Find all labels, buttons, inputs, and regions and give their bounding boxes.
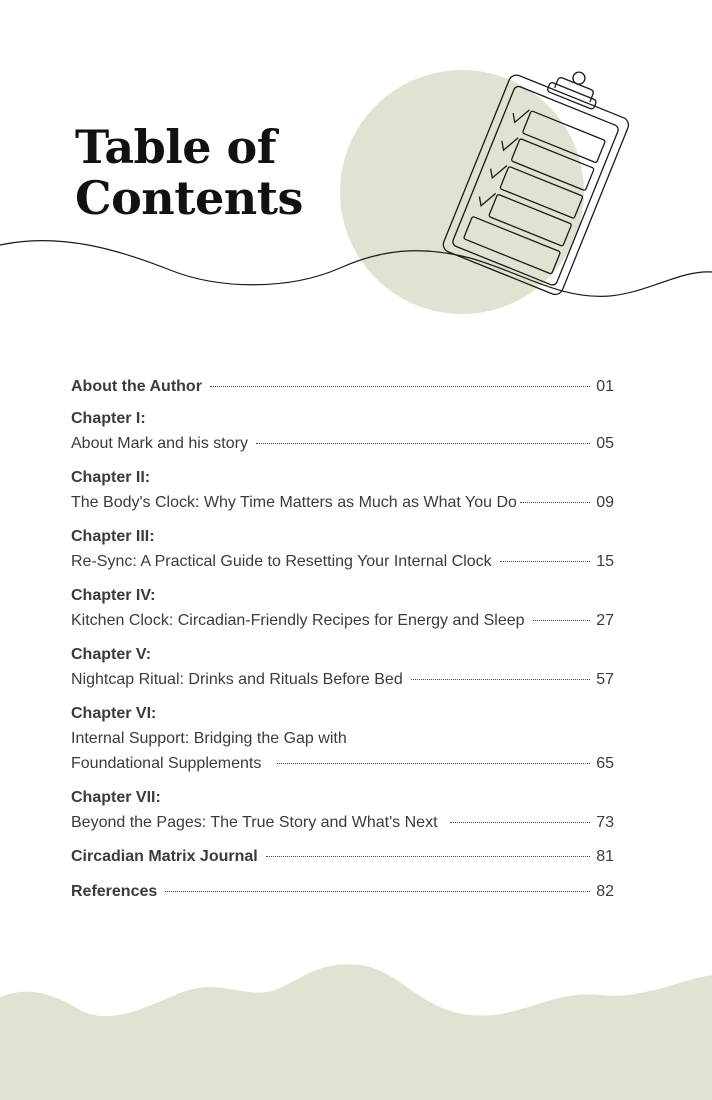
accent-circle xyxy=(340,70,584,314)
toc-row xyxy=(71,844,614,869)
page-number: 73 xyxy=(596,814,614,831)
chapter-label: Chapter I: xyxy=(71,410,146,427)
toc-row xyxy=(71,751,614,776)
chapter-title: Beyond the Pages: The True Story and What's Next xyxy=(71,814,438,831)
dot-leader xyxy=(520,502,590,503)
page-number: 57 xyxy=(596,671,614,688)
toc-entry-chapter-4[interactable] xyxy=(71,583,614,633)
toc-row xyxy=(71,374,614,399)
toc-entry-chapter-1[interactable] xyxy=(71,406,614,456)
toc-entry-chapter-2[interactable] xyxy=(71,465,614,515)
toc-entry-label: References xyxy=(71,883,158,900)
chapter-title: The Body's Clock: Why Time Matters as Much as What You Do xyxy=(71,494,517,511)
chapter-label: Chapter V: xyxy=(71,646,152,663)
dot-leader xyxy=(411,679,590,680)
toc-entry-journal[interactable] xyxy=(71,844,614,869)
page-number: 81 xyxy=(596,848,614,865)
title-line-2: Contents xyxy=(75,171,303,225)
dot-leader xyxy=(165,891,590,892)
toc-row xyxy=(71,490,614,515)
dot-leader xyxy=(500,561,591,562)
page-title xyxy=(75,122,303,224)
chapter-title-line-1: Internal Support: Bridging the Gap with xyxy=(71,730,347,747)
dot-leader xyxy=(277,763,590,764)
toc-row xyxy=(71,549,614,574)
chapter-label: Chapter II: xyxy=(71,469,151,486)
footer-wave xyxy=(0,955,712,1100)
chapter-title: Re-Sync: A Practical Guide to Resetting Your Internal Clock xyxy=(71,553,492,570)
chapter-title: Nightcap Ritual: Drinks and Rituals Before Bed xyxy=(71,671,403,688)
dot-leader xyxy=(450,822,591,823)
chapter-label: Chapter IV: xyxy=(71,587,156,604)
toc-entry-chapter-7[interactable] xyxy=(71,785,614,835)
toc-entry-label: About the Author xyxy=(71,378,202,395)
page-number: 27 xyxy=(596,612,614,629)
chapter-label: Chapter VII: xyxy=(71,789,161,806)
page-number: 82 xyxy=(596,883,614,900)
dot-leader xyxy=(256,443,590,444)
title-line-1: Table of xyxy=(75,120,277,174)
chapter-label: Chapter III: xyxy=(71,528,155,545)
dot-leader xyxy=(266,856,590,857)
chapter-label: Chapter VI: xyxy=(71,705,157,722)
toc-entry-chapter-5[interactable] xyxy=(71,642,614,692)
toc-row xyxy=(71,608,614,633)
page-number: 09 xyxy=(596,494,614,511)
toc-row xyxy=(71,431,614,456)
table-of-contents xyxy=(71,374,614,904)
toc-entry-label: Circadian Matrix Journal xyxy=(71,848,258,865)
chapter-title: About Mark and his story xyxy=(71,435,248,452)
dot-leader xyxy=(533,620,591,621)
page-number: 15 xyxy=(596,553,614,570)
toc-row xyxy=(71,879,614,904)
toc-row xyxy=(71,667,614,692)
toc-entry-chapter-3[interactable] xyxy=(71,524,614,574)
page-number: 65 xyxy=(596,755,614,772)
page-number: 05 xyxy=(596,435,614,452)
chapter-title: Kitchen Clock: Circadian-Friendly Recipes for Energy and Sleep xyxy=(71,612,525,629)
toc-entry-references[interactable] xyxy=(71,879,614,904)
toc-entry-chapter-6[interactable] xyxy=(71,701,614,776)
chapter-title-line-2: Foundational Supplements xyxy=(71,755,262,772)
dot-leader xyxy=(210,386,590,387)
page-number: 01 xyxy=(596,378,614,395)
toc-entry-about-author[interactable] xyxy=(71,374,614,399)
toc-row xyxy=(71,810,614,835)
